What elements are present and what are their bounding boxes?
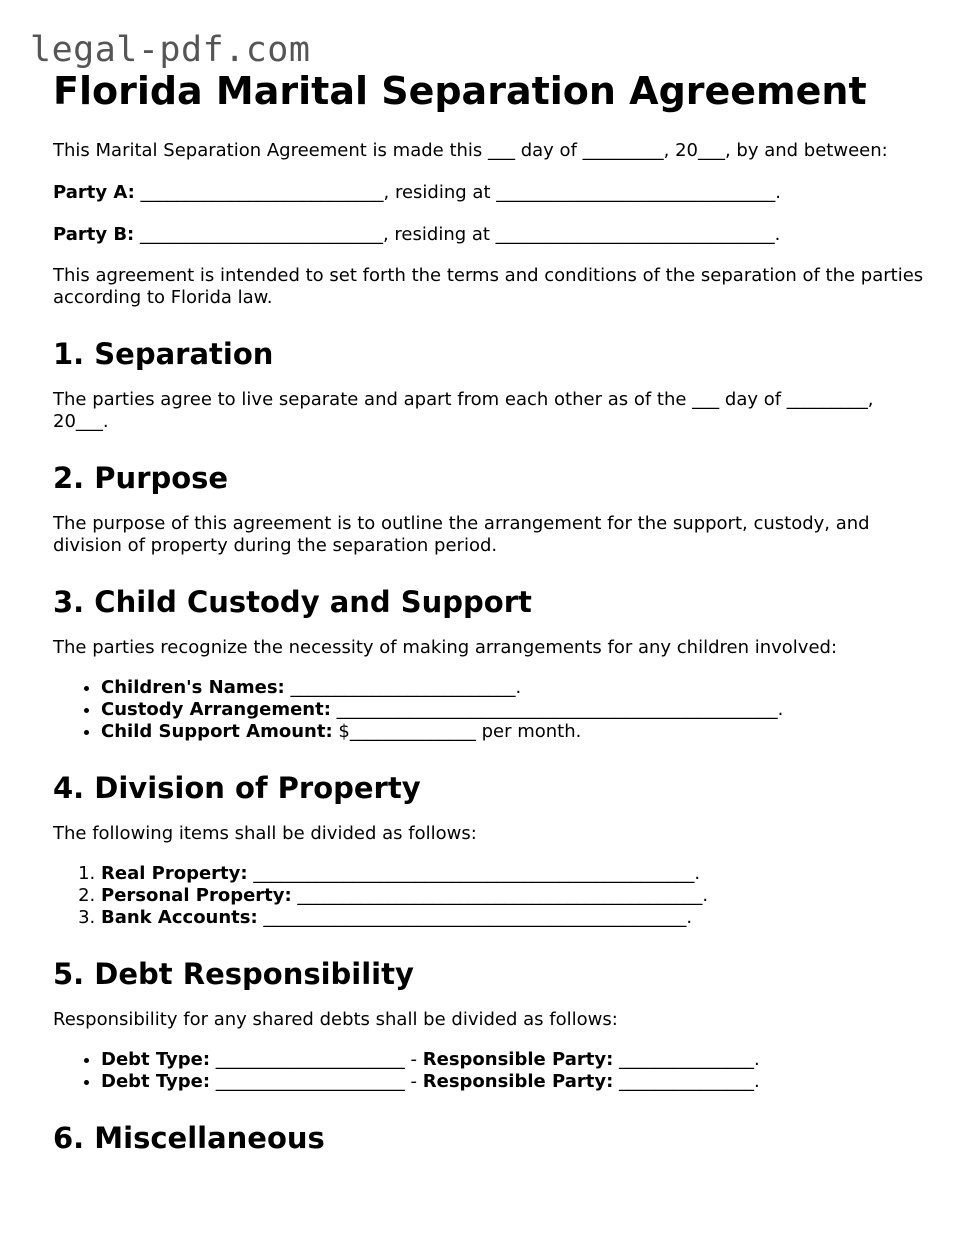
debt-list bbox=[53, 1049, 933, 1093]
item-blank: $______________ per month. bbox=[332, 721, 582, 742]
list-item bbox=[101, 677, 933, 699]
item-label: Real Property: bbox=[101, 863, 248, 884]
list-item bbox=[101, 1071, 933, 1093]
item-label: Personal Property: bbox=[101, 885, 292, 906]
list-item bbox=[101, 699, 933, 721]
section-body: Responsibility for any shared debts shall be divided as follows: bbox=[53, 1009, 618, 1030]
document-title: Florida Marital Separation Agreement bbox=[53, 69, 867, 113]
section-body: The parties agree to live separate and apart from each other as of the ___ day of _________, 20___. bbox=[53, 389, 874, 432]
list-item bbox=[101, 885, 933, 907]
item-label: Debt Type: bbox=[101, 1049, 211, 1070]
watermark: legal-pdf.com bbox=[30, 30, 311, 70]
item-blank: _____________________________________________. bbox=[291, 885, 709, 906]
item-blank: _______________. bbox=[613, 1071, 760, 1092]
item-blank: _____________________ - bbox=[210, 1071, 423, 1092]
section-heading: 6. Miscellaneous bbox=[53, 1121, 325, 1155]
item-blank: _________________________________________________. bbox=[330, 699, 784, 720]
party-b-line bbox=[53, 224, 933, 246]
purpose-statement: This agreement is intended to set forth the terms and conditions of the separation of the parties according to Florida law. bbox=[53, 265, 924, 308]
section-body: The parties recognize the necessity of making arrangements for any children involved: bbox=[53, 637, 838, 658]
section-heading: 1. Separation bbox=[53, 337, 274, 371]
section-body: The purpose of this agreement is to outline the arrangement for the support, custody, and division of property during the separation period. bbox=[53, 513, 870, 556]
intro-paragraph: This Marital Separation Agreement is made this ___ day of _________, 20___, by and between: bbox=[53, 140, 888, 161]
item-label: Custody Arrangement: bbox=[101, 699, 331, 720]
party-b-label: Party B: bbox=[53, 224, 135, 245]
child-custody-list bbox=[53, 677, 933, 743]
party-b-blanks: ___________________________, residing at _______________________________. bbox=[134, 224, 781, 245]
section-child-custody bbox=[53, 585, 933, 743]
section-body: The following items shall be divided as follows: bbox=[53, 823, 477, 844]
section-heading: 4. Division of Property bbox=[53, 771, 421, 805]
section-heading: 2. Purpose bbox=[53, 461, 229, 495]
list-item bbox=[101, 863, 933, 885]
item-blank: _______________________________________________. bbox=[257, 907, 693, 928]
section-debt-responsibility bbox=[53, 957, 933, 1093]
property-list bbox=[53, 863, 933, 929]
item-label: Debt Type: bbox=[101, 1071, 211, 1092]
list-item bbox=[101, 1049, 933, 1071]
item-label: Bank Accounts: bbox=[101, 907, 258, 928]
document-page bbox=[53, 68, 933, 1155]
item-label: Child Support Amount: bbox=[101, 721, 333, 742]
list-item bbox=[101, 721, 933, 743]
section-purpose bbox=[53, 461, 933, 557]
item-label: Responsible Party: bbox=[422, 1071, 614, 1092]
list-item bbox=[101, 907, 933, 929]
item-label: Responsible Party: bbox=[422, 1049, 614, 1070]
item-blank: _________________________________________________. bbox=[247, 863, 701, 884]
item-label: Children's Names: bbox=[101, 677, 285, 698]
item-blank: _____________________ - bbox=[210, 1049, 423, 1070]
item-blank: _________________________. bbox=[284, 677, 522, 698]
section-heading: 3. Child Custody and Support bbox=[53, 585, 532, 619]
section-heading: 5. Debt Responsibility bbox=[53, 957, 414, 991]
item-blank: _______________. bbox=[613, 1049, 760, 1070]
party-a-blanks: ___________________________, residing at _______________________________. bbox=[134, 182, 781, 203]
party-a-label: Party A: bbox=[53, 182, 135, 203]
party-a-line bbox=[53, 182, 933, 204]
section-division-property bbox=[53, 771, 933, 929]
section-miscellaneous bbox=[53, 1121, 933, 1155]
section-separation bbox=[53, 337, 933, 433]
